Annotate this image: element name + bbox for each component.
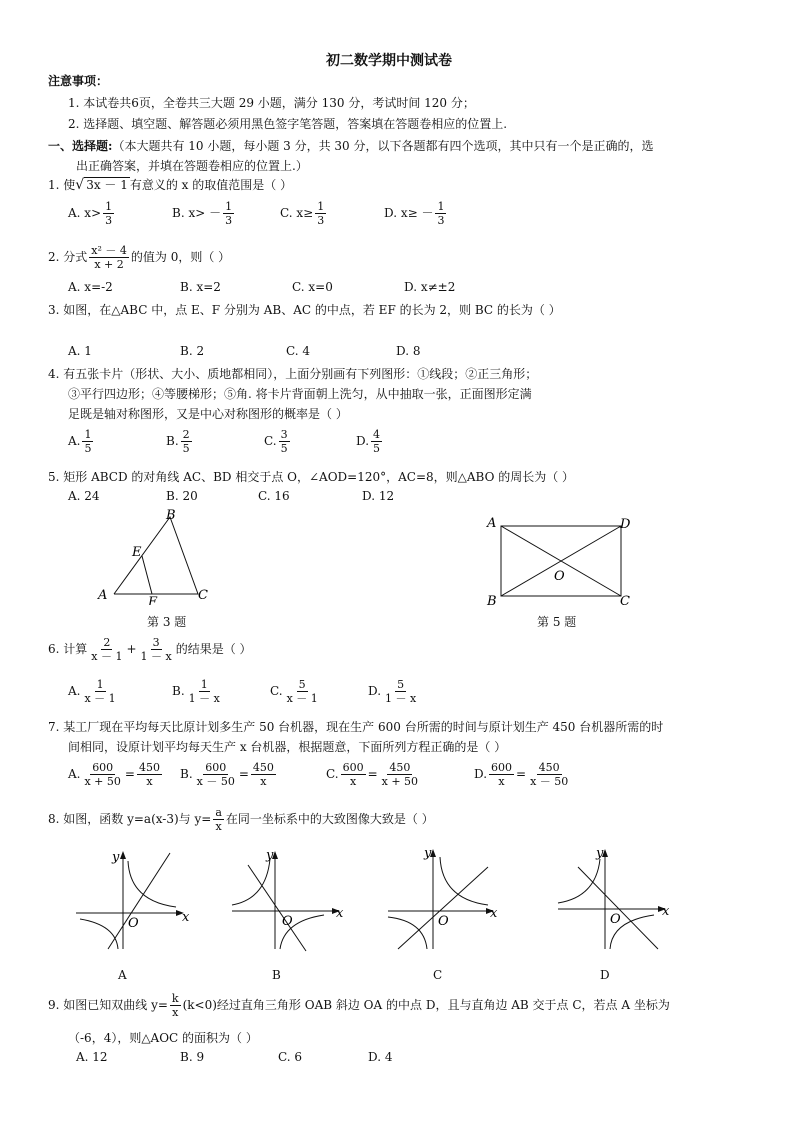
svg-text:O: O — [554, 569, 565, 584]
q5-option-b: B. 20 — [166, 489, 198, 503]
q6-option-a: A. $\frac{1}{x - 1}$ — [68, 678, 116, 705]
svg-text:A: A — [487, 516, 497, 531]
svg-text:y: y — [424, 846, 432, 861]
question-4-line-2: ③平行四边形；④等腰梯形；⑤角. 将卡片背面朝上洗匀，从中抽取一张，正面图形定满 — [68, 387, 532, 401]
svg-text:O: O — [610, 912, 621, 927]
figure-5-caption: 第 5 题 — [537, 615, 577, 629]
q1-option-d: D. x≥ － $\frac{1}{3}$ — [384, 200, 445, 227]
section-1-desc-1: （本大题共有 10 小题，每小题 3 分，共 30 分，以下各题都有四个选项，其中只有一个是正确的，选 — [112, 139, 654, 153]
svg-text:C: C — [620, 594, 630, 609]
graph-b-label: B — [272, 968, 281, 982]
question-9-line-2: （-6，4），则△AOC 的面积为（ ） — [68, 1031, 258, 1045]
svg-text:A: A — [98, 588, 108, 603]
svg-text:C: C — [198, 588, 208, 603]
sqrt-sign: √ — [75, 177, 85, 193]
q7-option-c: C. $\frac{600}{x}$ = $\frac{450}{x + 50}$ — [326, 761, 419, 788]
graph-d-label: D — [600, 968, 610, 982]
svg-text:O: O — [438, 914, 449, 929]
q9-option-c: C. 6 — [278, 1050, 303, 1064]
section-1-intro — [48, 137, 654, 154]
question-1 — [48, 176, 292, 193]
graph-c-label: C — [433, 968, 443, 982]
question-2: 2. 分式 $\frac{\text{x² － 4}}{x + 2}$ 的值为 0，则（ ） — [48, 244, 231, 271]
graph-a-label: A — [118, 968, 127, 982]
question-9: 9. 如图已知双曲线 y= $\frac{k}{x}$ (k<0)经过直角三角形 OAB 斜边 OA 的中点 D，且与直角边 AB 交于点 C，若点 A 坐标为 — [48, 992, 670, 1019]
figure-5-rectangle — [484, 514, 634, 612]
q9-option-d: D. 4 — [368, 1050, 393, 1064]
svg-text:y: y — [596, 846, 604, 861]
graph-a — [72, 845, 192, 955]
question-7-line-2: 间相同，设原计划平均每天生产 x 台机器，根据题意，下面所列方程正确的是（ ） — [68, 740, 507, 754]
q2-option-a: A. x=-2 — [68, 280, 113, 294]
q3-option-d: D. 8 — [396, 344, 421, 358]
q7-option-a: A. $\frac{600}{x + 50}$ = $\frac{450}{x}$ — [68, 761, 160, 788]
q3-option-b: B. 2 — [180, 344, 205, 358]
svg-text:O: O — [282, 914, 293, 929]
section-1-desc-2: 出正确答案，并填在答题卷相应的位置上.） — [76, 159, 308, 173]
q2-option-b: B. x=2 — [180, 280, 221, 294]
svg-text:B: B — [487, 594, 497, 609]
q6-option-d: D. $\frac{5}{1 - x}$ — [368, 678, 417, 705]
graph-d — [554, 845, 679, 955]
q3-option-c: C. 4 — [286, 344, 311, 358]
q9-option-b: B. 9 — [180, 1050, 205, 1064]
svg-text:B: B — [166, 508, 176, 523]
question-8: 8. 如图，函数 y=a(x-3)与 y= $\frac{a}{x}$ 在同一坐标系中的大致图像大致是（ ） — [48, 806, 434, 833]
svg-text:x: x — [336, 906, 344, 921]
question-7-line-1: 7. 某工厂现在平均每天比原计划多生产 50 台机器，现在生产 600 台所需的时间与原计划生产 450 台机器所需的时 — [48, 720, 664, 734]
q9-option-a: A. 12 — [76, 1050, 108, 1064]
q7-option-d: D. $\frac{600}{x}$ = $\frac{450}{x - 50}$ — [474, 761, 569, 788]
svg-text:x: x — [662, 904, 670, 919]
note-item-2: 2. 选择题、填空题、解答题必须用黑色签字笔答题，答案填在答题卷相应的位置上. — [68, 117, 508, 131]
svg-text:x: x — [182, 910, 190, 925]
q2-prefix: 2. 分式 — [48, 250, 88, 264]
notes-heading: 注意事项： — [48, 74, 109, 88]
question-5: 5. 矩形 ABCD 的对角线 AC、BD 相交于点 O，∠AOD=120°，AC=8，则△ABO 的周长为（ ） — [48, 470, 575, 484]
question-4-line-3: 足既是轴对称图形，又是中心对称图形的概率是（ ） — [68, 407, 348, 421]
svg-text:y: y — [266, 848, 274, 863]
q5-option-d: D. 12 — [362, 489, 395, 503]
page-title: 初二数学期中测试卷 — [326, 53, 452, 69]
q1-radicand: 3x － 1 — [86, 178, 128, 192]
figure-3-triangle — [96, 505, 226, 605]
q4-option-d: D. $\frac{4}{5}$ — [356, 428, 381, 455]
question-3: 3. 如图，在△ABC 中，点 E、F 分别为 AB、AC 的中点，若 EF 的长为 2，则 BC 的长为（ ） — [48, 303, 561, 317]
graph-b — [228, 845, 353, 955]
q2-option-c: C. x=0 — [292, 280, 333, 294]
q2-suffix: 的值为 0，则（ ） — [130, 250, 231, 264]
svg-text:x: x — [490, 906, 498, 921]
q5-option-a: A. 24 — [68, 489, 100, 503]
q3-option-a: A. 1 — [68, 344, 92, 358]
svg-text:D: D — [620, 517, 631, 532]
q1-option-a: A. x> $\frac{1}{3}$ — [68, 200, 113, 227]
q1-suffix: 有意义的 x 的取值范围是（ ） — [129, 178, 293, 192]
svg-text:y: y — [112, 850, 120, 865]
q4-option-b: B. $\frac{2}{5}$ — [166, 428, 190, 455]
q7-option-b: B. $\frac{600}{x - 50}$ = $\frac{450}{x}$ — [180, 761, 274, 788]
q1-prefix: 1. 使 — [48, 178, 76, 192]
section-1-heading: 一、选择题: — [48, 139, 113, 153]
q4-option-a: A. $\frac{1}{5}$ — [68, 428, 92, 455]
q2-option-d: D. x≠±2 — [404, 280, 456, 294]
q6-option-b: B. $\frac{1}{1 - x}$ — [172, 678, 220, 705]
question-4-line-1: 4. 有五张卡片（形状、大小、质地都相同），上面分别画有下列图形：①线段；②正三角形； — [48, 367, 538, 381]
figure-3-caption: 第 3 题 — [147, 615, 187, 629]
svg-text:O: O — [128, 916, 139, 931]
q6-option-c: C. $\frac{5}{x - 1}$ — [270, 678, 318, 705]
q5-option-c: C. 16 — [258, 489, 290, 503]
question-6: 6. 计算 $\frac{2}{x - 1}$ + $\frac{3}{1 - x}$ 的结果是（ ） — [48, 636, 252, 663]
q1-option-b: B. x> － $\frac{1}{3}$ — [172, 200, 233, 227]
svg-text:F: F — [148, 595, 158, 605]
svg-text:E: E — [132, 545, 142, 560]
q1-option-c: C. x≥ $\frac{1}{3}$ — [280, 200, 325, 227]
graph-c — [384, 845, 504, 955]
q4-option-c: C. $\frac{3}{5}$ — [264, 428, 288, 455]
note-item-1: 1. 本试卷共6页，全卷共三大题 29 小题，满分 130 分，考试时间 120 分； — [68, 96, 475, 110]
